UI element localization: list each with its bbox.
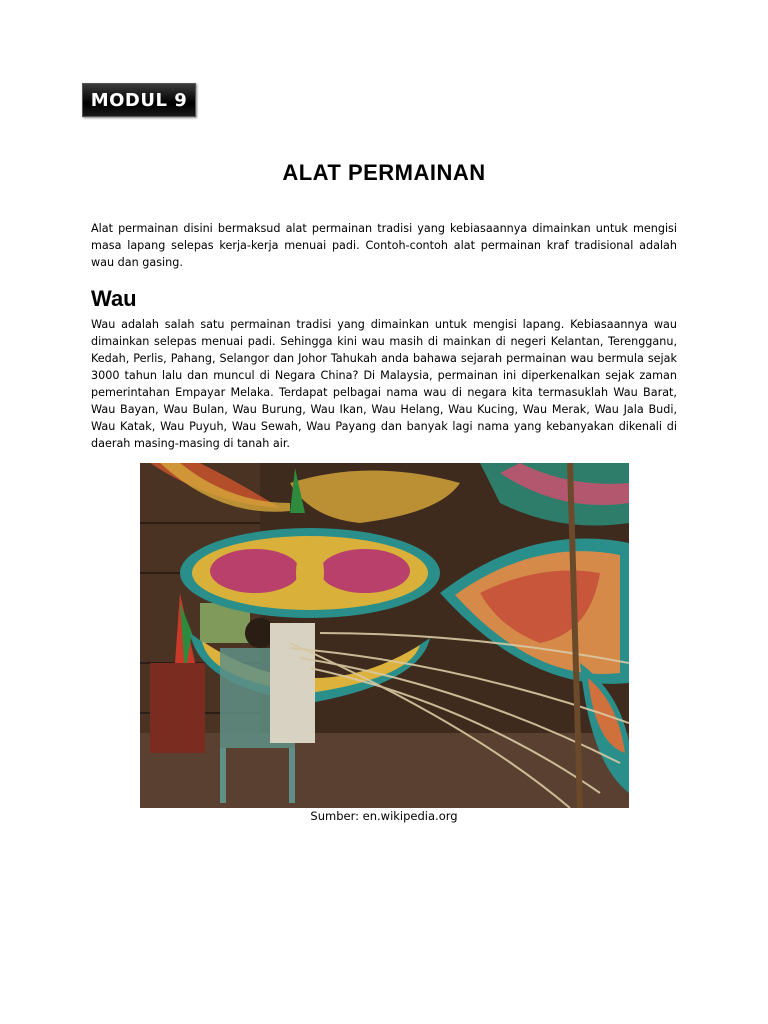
intro-paragraph: Alat permainan disini bermaksud alat permainan tradisi yang kebiasaannya dimainkan untuk mengisi masa lapang selepas kerja-kerja menuai padi. Contoh-contoh alat permainan kraf tradisional adalah wau dan gasing. bbox=[91, 222, 677, 269]
section-heading: Wau bbox=[91, 286, 137, 311]
module-badge: MODUL 9 bbox=[82, 83, 196, 117]
image-caption: Sumber: en.wikipedia.org bbox=[310, 809, 458, 823]
wau-kite-photo bbox=[140, 463, 629, 808]
section-paragraph: Wau adalah salah satu permainan tradisi yang dimainkan untuk mengisi lapang. Kebiasaannya wau dimainkan selepas menuai padi. Sehingga kini wau masih di mainkan di negeri Kelantan, Terengganu, Kedah, Perlis, Pahang, Selangor dan Johor Tahukah anda bahawa sejarah permainan wau bermula sejak 3000 tahun lalu dan muncul di Negara China? Di Malaysia, permainan ini diperkenalkan sejak zaman pemerintahan Empayar Melaka. Terdapat pelbagai nama wau di negara kita termasuklah Wau Barat, Wau Bayan, Wau Bulan, Wau Burung, Wau Ikan, Wau Helang, Wau Kucing, Wau Merak, Wau Jala Budi, Wau Katak, Wau Puyuh, Wau Sewah, Wau Payang dan banyak lagi nama yang kebanyakan dikenali di daerah masing-masing di tanah air. bbox=[91, 318, 677, 450]
page-title: ALAT PERMAINAN bbox=[282, 160, 486, 185]
